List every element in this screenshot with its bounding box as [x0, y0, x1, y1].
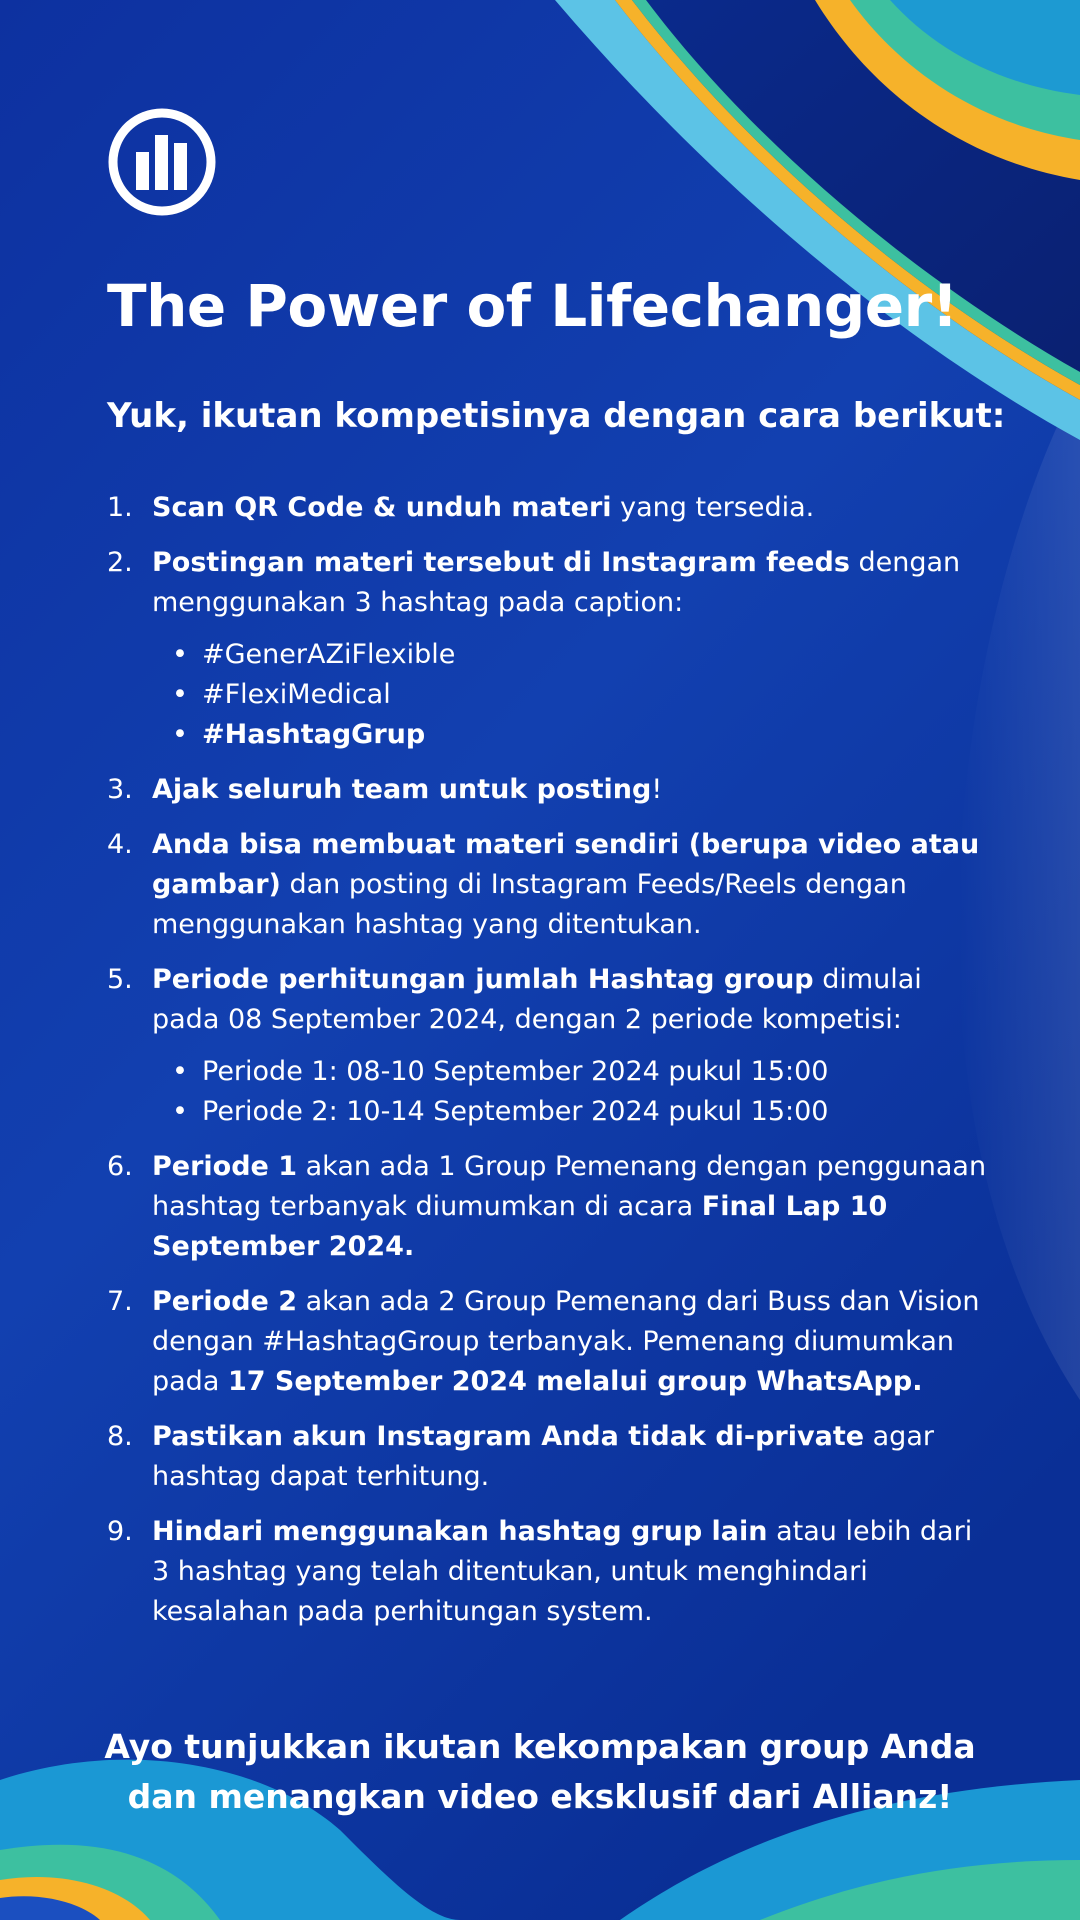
- hashtag-list: [152, 635, 987, 755]
- hashtag-item: • #HashtagGrup: [172, 719, 426, 750]
- footer-line-2: dan menangkan video eksklusif dari Allianz!: [127, 1777, 953, 1816]
- step-item: [107, 488, 987, 528]
- step-item: [107, 1512, 987, 1632]
- step-text: yang tersedia.: [611, 492, 815, 523]
- footer-callout: [0, 1722, 1080, 1822]
- step-text: agar hashtag dapat terhitung.: [152, 1421, 934, 1492]
- step-item: [107, 1282, 987, 1402]
- step-bold-text: Postingan materi tersebut di Instagram feeds: [152, 547, 850, 578]
- step-bold-text: Periode perhitungan jumlah Hashtag group: [152, 964, 814, 995]
- steps-list: [107, 488, 987, 1647]
- step-bold-text: Pastikan akun Instagram Anda tidak di-private: [152, 1421, 865, 1452]
- step-number: 2.: [107, 547, 133, 578]
- step-bold-text: Final Lap 10 September 2024.: [152, 1191, 888, 1262]
- step-item: [107, 1417, 987, 1497]
- step-text: dengan menggunakan 3 hashtag pada caption:: [152, 547, 961, 618]
- step-number: 7.: [107, 1286, 133, 1317]
- step-bold-text: Ajak seluruh team untuk posting: [152, 774, 652, 805]
- step-bold-text: Periode 2: [152, 1286, 298, 1317]
- step-item: [107, 960, 987, 1132]
- step-text: dimulai pada 08 September 2024, dengan 2 periode kompetisi:: [152, 964, 922, 1035]
- step-bold-text: Anda bisa membuat materi sendiri (berupa video atau gambar): [152, 829, 980, 900]
- step-item: [107, 543, 987, 755]
- step-number: 9.: [107, 1516, 133, 1547]
- period-item: • Periode 1: 08-10 September 2024 pukul 15:00: [172, 1056, 829, 1087]
- page-title: The Power of Lifechanger!: [107, 272, 958, 340]
- step-text: akan ada 2 Group Pemenang dari Buss dan Vision dengan #HashtagGroup terbanyak. Pemenang diumumkan pada: [152, 1286, 980, 1397]
- footer-line-1: Ayo tunjukkan ikutan kekompakan group Anda: [104, 1727, 976, 1766]
- hashtag-item: • #FlexiMedical: [172, 679, 391, 710]
- step-bold-text: 17 September 2024 melalui group WhatsApp.: [227, 1366, 923, 1397]
- step-text: dan posting di Instagram Feeds/Reels dengan menggunakan hashtag yang ditentukan.: [152, 869, 907, 940]
- step-text: atau lebih dari 3 hashtag yang telah ditentukan, untuk menghindari kesalahan pada perhitungan system.: [152, 1516, 973, 1627]
- step-item: [107, 825, 987, 945]
- step-bold-text: Periode 1: [152, 1151, 298, 1182]
- hashtag-item: • #GenerAZiFlexible: [172, 639, 456, 670]
- step-bold-text: Hindari menggunakan hashtag grup lain: [152, 1516, 768, 1547]
- step-number: 5.: [107, 964, 133, 995]
- step-text: !: [651, 774, 663, 805]
- period-list: [152, 1052, 987, 1132]
- step-number: 3.: [107, 774, 133, 805]
- period-item: • Periode 2: 10-14 September 2024 pukul 15:00: [172, 1096, 829, 1127]
- step-text: akan ada 1 Group Pemenang dengan penggunaan hashtag terbanyak diumumkan di acara: [152, 1151, 987, 1222]
- step-number: 8.: [107, 1421, 133, 1452]
- step-number: 4.: [107, 829, 133, 860]
- step-number: 6.: [107, 1151, 133, 1182]
- step-item: [107, 1147, 987, 1267]
- allianz-logo-icon: [107, 107, 217, 217]
- step-item: [107, 770, 987, 810]
- page-subtitle: Yuk, ikutan kompetisinya dengan cara berikut:: [107, 396, 1006, 436]
- step-number: 1.: [107, 492, 133, 523]
- step-bold-text: Scan QR Code & unduh materi: [152, 492, 612, 523]
